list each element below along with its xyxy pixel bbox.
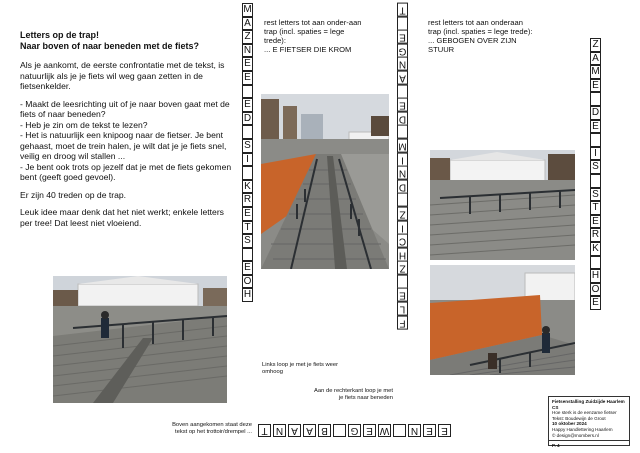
info-divider xyxy=(549,440,629,441)
step-letter-cell xyxy=(242,166,253,180)
step-letter-cell: M xyxy=(398,140,407,152)
step-letter-cell: R xyxy=(243,194,252,206)
stair-letters-column-2 xyxy=(397,3,409,329)
rest-letters-note-1 xyxy=(264,18,364,54)
step-letter-cell: T xyxy=(590,201,601,215)
step-letter-cell xyxy=(242,248,253,262)
step-letter-cell: I xyxy=(242,153,253,167)
step-letter-cell: R xyxy=(591,229,600,241)
rest-note-text: ... E FIETSER DIE KROM xyxy=(264,45,352,54)
step-letter-cell: E xyxy=(590,215,601,229)
stair-letters-column-3 xyxy=(590,38,602,310)
pavement-letter-cell: E xyxy=(438,424,451,437)
pavement-letter-cell: W xyxy=(379,425,390,436)
intro-text xyxy=(20,30,235,235)
question-list xyxy=(20,99,235,183)
pavement-letter-cell: A xyxy=(288,424,301,437)
stair-photo-left xyxy=(53,276,227,403)
step-letter-cell: K xyxy=(590,242,601,256)
stair-photo-right-bottom xyxy=(430,265,575,375)
pavement-letter-cell: N xyxy=(408,424,421,437)
step-letter-cell: Z xyxy=(397,261,408,275)
stair-photo-middle xyxy=(261,94,389,269)
step-letter-cell: H xyxy=(398,249,407,261)
step-letter-cell: H xyxy=(591,270,600,282)
rest-letters-note-2 xyxy=(428,18,538,54)
step-letter-cell: T xyxy=(397,3,408,17)
step-letter-cell xyxy=(397,125,408,139)
question-item: - Het is natuurlijk een knipoog naar de fietser. Je bent gehaast, moet de trein halen, je wilt dat je je fiets snel, veilig en droog wil stallen ... xyxy=(20,130,227,161)
step-letter-cell: A xyxy=(242,17,253,31)
left-walk-note: Links loop je met je fiets weer omhoog xyxy=(262,362,339,375)
step-letter-cell xyxy=(397,275,408,289)
step-letter-cell: I xyxy=(397,221,408,235)
pavement-letter-cell xyxy=(393,424,406,437)
info-box xyxy=(548,396,630,449)
pavement-letter-cell: T xyxy=(258,424,271,437)
step-letter-cell: E xyxy=(397,288,408,302)
step-letter-cell: I xyxy=(397,153,408,167)
step-letter-cell: O xyxy=(591,283,600,295)
step-letter-cell: O xyxy=(243,275,252,287)
step-letter-cell: S xyxy=(242,234,253,248)
pavement-letter-cell xyxy=(333,424,346,437)
step-letter-cell: H xyxy=(243,289,252,301)
step-letter-cell: A xyxy=(590,52,601,66)
pavement-letter-cell: E xyxy=(363,424,376,437)
pavement-letters-row xyxy=(258,424,453,438)
intro-paragraph-3: Leuk idee maar denk dat het niet werkt; enkele letters per tree! Dat leest niet vloeiend. xyxy=(20,207,224,228)
stair-letters-column-1 xyxy=(242,3,254,302)
step-letter-cell: Z xyxy=(590,38,601,52)
step-letter-cell xyxy=(242,85,253,99)
question-item: - Heb je zin om de tekst te lezen? xyxy=(20,119,148,130)
step-letter-cell: M xyxy=(591,66,600,78)
step-letter-cell: E xyxy=(242,57,253,71)
step-letter-cell: G xyxy=(398,45,407,57)
step-letter-cell: Z xyxy=(242,30,253,44)
step-letter-cell: E xyxy=(590,79,601,93)
step-letter-cell: E xyxy=(590,296,601,310)
step-letter-cell: C xyxy=(398,235,407,247)
step-letter-cell: E xyxy=(242,71,253,85)
step-letter-cell: N xyxy=(243,44,252,56)
page-title xyxy=(20,30,235,52)
intro-paragraph-1: Als je aankomt, de eerste confrontatie met de tekst, is natuurlijk als je je fiets wil weg gaan zetten in de fietsenkelder. xyxy=(20,60,225,91)
pavement-letter-cell: N xyxy=(273,424,286,437)
step-letter-cell: L xyxy=(397,302,408,316)
step-letter-cell: K xyxy=(242,180,253,194)
step-letter-cell: M xyxy=(243,4,252,15)
step-letter-cell: D xyxy=(398,181,407,193)
step-letter-cell xyxy=(590,133,601,147)
step-letter-cell xyxy=(242,125,253,139)
info-date: 10 oktober 2024 xyxy=(552,421,587,427)
step-letter-cell xyxy=(590,174,601,188)
top-arrival-note: Boven aangekomen staat deze tekst op het trottoir/drempel ... xyxy=(172,422,252,435)
step-letter-cell xyxy=(397,193,408,207)
step-letter-cell: T xyxy=(242,221,253,235)
step-letter-cell: I xyxy=(590,147,601,161)
step-letter-cell: E xyxy=(590,120,601,134)
pavement-letter-cell: E xyxy=(423,424,436,437)
step-letter-cell: Z xyxy=(397,207,408,221)
pavement-letter-cell: G xyxy=(348,424,361,437)
question-item: - Je bent ook trots op jezelf dat je met de fiets gekomen bent (geeft goed gevoel). xyxy=(20,161,232,182)
page-number: P. 4 xyxy=(552,443,560,449)
step-letter-cell: E xyxy=(242,261,253,275)
pavement-letter-cell: A xyxy=(303,424,316,437)
step-letter-cell xyxy=(590,92,601,106)
rest-note-text: ... GEBOGEN OVER ZIJN STUUR xyxy=(428,36,517,54)
info-author: Tekst: Boudewijn de Groot xyxy=(552,415,606,421)
step-letter-cell: E xyxy=(397,98,408,112)
step-letter-cell: A xyxy=(397,71,408,85)
step-letter-cell xyxy=(590,256,601,270)
info-title: Hoe sterk is de eenzame fietser xyxy=(552,410,617,416)
step-letter-cell: D xyxy=(398,113,407,125)
stair-photo-right-top xyxy=(430,150,575,260)
right-walk-note: Aan de rechterkant loop je met je fiets naar beneden xyxy=(314,388,393,401)
step-letter-cell xyxy=(397,85,408,99)
step-letter-cell: F xyxy=(397,316,408,330)
title-line-1: Letters op de trap! xyxy=(20,30,100,40)
step-letter-cell: E xyxy=(242,207,253,221)
info-studio: Happy Handlettering Haarlem xyxy=(552,426,613,432)
step-letter-cell: N xyxy=(398,58,407,70)
question-item: - Maakt de leesrichting uit of je naar boven gaat met de fiets of naar beneden? xyxy=(20,98,230,119)
title-line-2: Naar boven of naar beneden met de fiets? xyxy=(20,41,200,51)
info-copyright: © design@mombers.nl xyxy=(552,432,599,438)
step-letter-cell: N xyxy=(398,167,407,179)
step-letter-cell xyxy=(397,17,408,31)
rest-note-label: rest letters tot aan onder-aan trap (incl. spaties = lege trede): xyxy=(264,18,362,45)
step-letter-cell: D xyxy=(243,112,252,124)
step-letter-cell: E xyxy=(397,30,408,44)
rest-note-label: rest letters tot aan onderaan trap (incl. spaties = lege trede): xyxy=(428,18,533,36)
info-location: Fietsenstalling Zuidzijde Haarlem CS xyxy=(552,399,625,410)
pavement-letter-cell: B xyxy=(318,424,331,437)
intro-paragraph-2: Er zijn 40 treden op de trap. xyxy=(20,189,127,200)
step-letter-cell: E xyxy=(242,98,253,112)
step-letter-cell: S xyxy=(590,188,601,202)
step-letter-cell: D xyxy=(591,106,600,118)
step-letter-cell: S xyxy=(590,160,601,174)
step-letter-cell: S xyxy=(242,139,253,153)
